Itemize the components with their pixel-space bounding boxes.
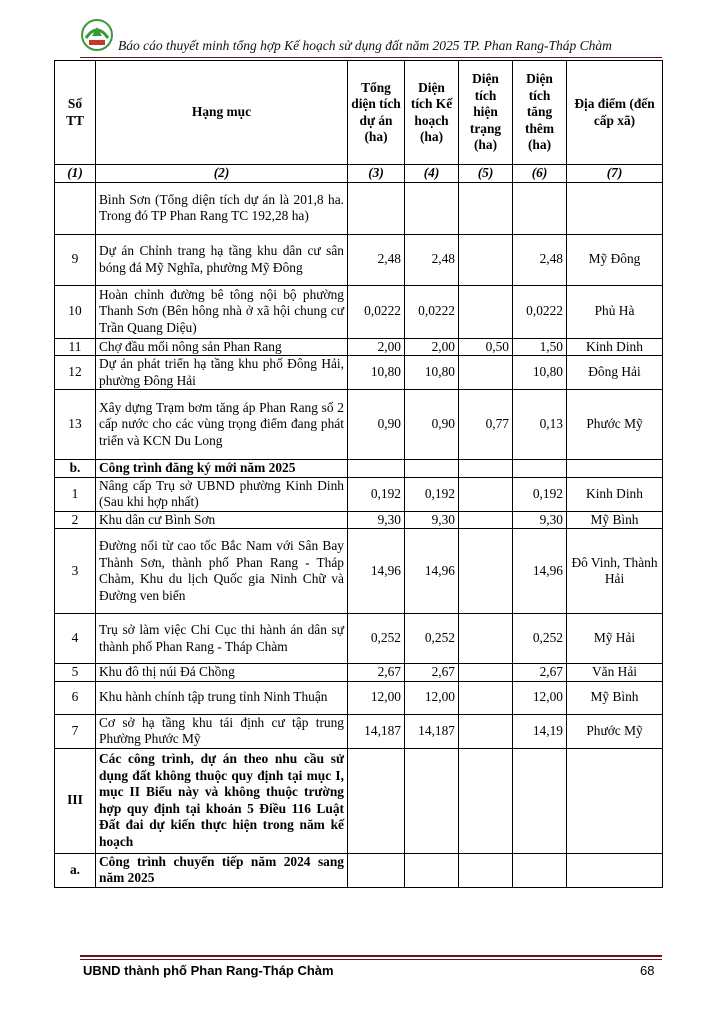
row-hang-muc: Dự án phát triển hạ tầng khu phố Đông Hải, phường Đông Hải xyxy=(96,356,348,390)
row-dien-tich-tang-them xyxy=(513,748,567,853)
footer-rule xyxy=(80,955,662,957)
row-dia-diem: Kinh Dinh xyxy=(567,338,663,356)
table-row xyxy=(55,234,663,285)
header-tong-dien-tich: Tổng diện tích dự án (ha) xyxy=(348,61,405,165)
row-hang-muc: Khu đô thị núi Đá Chồng xyxy=(96,664,348,682)
row-dia-diem: Đô Vinh, Thành Hải xyxy=(567,529,663,614)
row-stt: 11 xyxy=(55,338,96,356)
col-number: (2) xyxy=(96,165,348,183)
row-dia-diem: Phủ Hà xyxy=(567,285,663,338)
header-hang-muc: Hạng mục xyxy=(96,61,348,165)
header-rule xyxy=(80,57,662,58)
table-header-row xyxy=(55,61,663,165)
row-dien-tich-ke-hoach: 12,00 xyxy=(405,681,459,714)
row-dien-tich-tang-them: 9,30 xyxy=(513,511,567,529)
table-row xyxy=(55,338,663,356)
row-dien-tich-hien-trang xyxy=(459,529,513,614)
row-hang-muc: Chợ đầu mối nông sản Phan Rang xyxy=(96,338,348,356)
column-number-row xyxy=(55,165,663,183)
row-dien-tich-tang-them: 14,19 xyxy=(513,714,567,748)
footer-rule-thin xyxy=(80,959,662,960)
table-row xyxy=(55,681,663,714)
row-dien-tich-ke-hoach xyxy=(405,853,459,887)
row-dien-tich-ke-hoach: 0,90 xyxy=(405,390,459,460)
row-dien-tich-ke-hoach: 2,00 xyxy=(405,338,459,356)
row-dien-tich-ke-hoach: 14,96 xyxy=(405,529,459,614)
header-dia-diem: Địa điểm (đến cấp xã) xyxy=(567,61,663,165)
row-hang-muc: Các công trình, dự án theo nhu cầu sử dụng đất không thuộc quy định tại mục I, mục II Biểu này và không thuộc trường hợp quy định tại khoản 5 Điều 116 Luật Đất đai dự kiến thực hiện trong năm kế hoạch xyxy=(96,748,348,853)
row-hang-muc: Bình Sơn (Tổng diện tích dự án là 201,8 ha. Trong đó TP Phan Rang TC 192,28 ha) xyxy=(96,182,348,234)
row-dien-tich-ke-hoach: 2,48 xyxy=(405,234,459,285)
col-number: (6) xyxy=(513,165,567,183)
row-stt: 9 xyxy=(55,234,96,285)
row-hang-muc: Công trình chuyển tiếp năm 2024 sang năm 2025 xyxy=(96,853,348,887)
row-dien-tich-hien-trang xyxy=(459,511,513,529)
row-tong-dien-tich: 0,0222 xyxy=(348,285,405,338)
table-row xyxy=(55,529,663,614)
row-tong-dien-tich: 14,96 xyxy=(348,529,405,614)
row-tong-dien-tich: 0,90 xyxy=(348,390,405,460)
row-dien-tich-hien-trang xyxy=(459,285,513,338)
table-row xyxy=(55,285,663,338)
col-number: (3) xyxy=(348,165,405,183)
header-dien-tich-ke-hoach: Diện tích Kế hoạch (ha) xyxy=(405,61,459,165)
col-number: (4) xyxy=(405,165,459,183)
row-dien-tich-ke-hoach: 0,192 xyxy=(405,477,459,511)
row-dia-diem xyxy=(567,853,663,887)
row-dien-tich-tang-them: 2,48 xyxy=(513,234,567,285)
table-row xyxy=(55,460,663,478)
row-tong-dien-tich: 10,80 xyxy=(348,356,405,390)
row-hang-muc: Khu hành chính tập trung tỉnh Ninh Thuận xyxy=(96,681,348,714)
row-dia-diem: Văn Hải xyxy=(567,664,663,682)
row-dien-tich-ke-hoach: 9,30 xyxy=(405,511,459,529)
row-dien-tich-tang-them: 0,13 xyxy=(513,390,567,460)
table-row xyxy=(55,390,663,460)
row-dia-diem: Đông Hải xyxy=(567,356,663,390)
row-dien-tich-tang-them: 1,50 xyxy=(513,338,567,356)
row-dien-tich-hien-trang xyxy=(459,664,513,682)
row-stt: 2 xyxy=(55,511,96,529)
row-stt: 7 xyxy=(55,714,96,748)
header-dien-tich-hien-trang: Diện tích hiện trạng (ha) xyxy=(459,61,513,165)
row-dien-tich-tang-them: 14,96 xyxy=(513,529,567,614)
row-dien-tich-ke-hoach: 0,0222 xyxy=(405,285,459,338)
row-dien-tich-hien-trang xyxy=(459,477,513,511)
table-row xyxy=(55,356,663,390)
row-hang-muc: Cơ sở hạ tầng khu tái định cư tập trung Phường Phước Mỹ xyxy=(96,714,348,748)
row-dien-tich-hien-trang xyxy=(459,853,513,887)
row-dien-tich-hien-trang xyxy=(459,234,513,285)
row-dia-diem: Mỹ Đông xyxy=(567,234,663,285)
row-stt: 13 xyxy=(55,390,96,460)
row-hang-muc: Đường nối từ cao tốc Bắc Nam với Sân Bay Thành Sơn, thành phố Phan Rang - Tháp Chàm, Khu du lịch Quốc gia Ninh Chữ và Đường ven biển xyxy=(96,529,348,614)
row-dien-tich-tang-them: 0,0222 xyxy=(513,285,567,338)
row-stt: 5 xyxy=(55,664,96,682)
row-tong-dien-tich: 0,192 xyxy=(348,477,405,511)
row-dien-tich-tang-them: 2,67 xyxy=(513,664,567,682)
row-tong-dien-tich: 12,00 xyxy=(348,681,405,714)
row-dien-tich-ke-hoach xyxy=(405,460,459,478)
row-dien-tich-ke-hoach: 14,187 xyxy=(405,714,459,748)
row-stt: 1 xyxy=(55,477,96,511)
row-tong-dien-tich xyxy=(348,182,405,234)
row-stt: III xyxy=(55,748,96,853)
page-number: 68 xyxy=(640,963,655,978)
row-dien-tich-ke-hoach: 10,80 xyxy=(405,356,459,390)
row-dia-diem xyxy=(567,748,663,853)
row-dien-tich-tang-them: 12,00 xyxy=(513,681,567,714)
table-row xyxy=(55,511,663,529)
row-dien-tich-hien-trang: 0,50 xyxy=(459,338,513,356)
row-dia-diem: Mỹ Bình xyxy=(567,511,663,529)
table-row xyxy=(55,853,663,887)
row-dien-tich-hien-trang xyxy=(459,714,513,748)
row-stt: b. xyxy=(55,460,96,478)
row-dien-tich-tang-them: 10,80 xyxy=(513,356,567,390)
row-hang-muc: Hoàn chỉnh đường bê tông nội bộ phường Thanh Sơn (Bên hông nhà ở xã hội chung cư Trần Quang Diệu) xyxy=(96,285,348,338)
row-stt xyxy=(55,182,96,234)
row-dien-tich-tang-them: 0,252 xyxy=(513,614,567,664)
table-row xyxy=(55,748,663,853)
row-tong-dien-tich: 2,67 xyxy=(348,664,405,682)
row-dia-diem: Phước Mỹ xyxy=(567,714,663,748)
row-tong-dien-tich xyxy=(348,460,405,478)
table-row xyxy=(55,664,663,682)
row-hang-muc: Dự án Chỉnh trang hạ tầng khu dân cư sân bóng đá Mỹ Nghĩa, phường Mỹ Đông xyxy=(96,234,348,285)
header-stt: Số TT xyxy=(55,61,96,165)
table-row xyxy=(55,614,663,664)
footer-organization: UBND thành phố Phan Rang-Tháp Chàm xyxy=(83,963,334,978)
table-row xyxy=(55,477,663,511)
row-dien-tich-ke-hoach xyxy=(405,748,459,853)
land-use-table xyxy=(54,60,663,888)
table-row xyxy=(55,714,663,748)
row-dien-tich-tang-them xyxy=(513,460,567,478)
logo-icon xyxy=(80,18,114,52)
row-dien-tich-tang-them: 0,192 xyxy=(513,477,567,511)
row-tong-dien-tich: 9,30 xyxy=(348,511,405,529)
col-number: (7) xyxy=(567,165,663,183)
row-stt: 6 xyxy=(55,681,96,714)
row-dien-tich-hien-trang xyxy=(459,748,513,853)
row-dien-tich-hien-trang xyxy=(459,182,513,234)
row-dien-tich-hien-trang xyxy=(459,460,513,478)
row-dien-tich-hien-trang xyxy=(459,356,513,390)
table-row xyxy=(55,182,663,234)
row-hang-muc: Nâng cấp Trụ sở UBND phường Kinh Dinh (Sau khi hợp nhất) xyxy=(96,477,348,511)
col-number: (1) xyxy=(55,165,96,183)
header-dien-tich-tang-them: Diện tích tăng thêm (ha) xyxy=(513,61,567,165)
row-dien-tich-ke-hoach: 0,252 xyxy=(405,614,459,664)
row-tong-dien-tich: 14,187 xyxy=(348,714,405,748)
row-tong-dien-tich: 0,252 xyxy=(348,614,405,664)
row-tong-dien-tich xyxy=(348,748,405,853)
row-stt: 3 xyxy=(55,529,96,614)
row-hang-muc: Xây dựng Trạm bơm tăng áp Phan Rang số 2 cấp nước cho các vùng trọng điểm đang phát triển và KCN Du Long xyxy=(96,390,348,460)
row-dien-tich-tang-them xyxy=(513,853,567,887)
header-title: Báo cáo thuyết minh tổng hợp Kế hoạch sử dụng đất năm 2025 TP. Phan Rang-Tháp Chàm xyxy=(118,38,612,53)
row-stt: 12 xyxy=(55,356,96,390)
row-dia-diem: Mỹ Hải xyxy=(567,614,663,664)
row-dia-diem xyxy=(567,182,663,234)
row-tong-dien-tich: 2,48 xyxy=(348,234,405,285)
row-dien-tich-ke-hoach: 2,67 xyxy=(405,664,459,682)
row-dia-diem: Phước Mỹ xyxy=(567,390,663,460)
row-tong-dien-tich: 2,00 xyxy=(348,338,405,356)
row-stt: a. xyxy=(55,853,96,887)
row-dien-tich-tang-them xyxy=(513,182,567,234)
table-body xyxy=(55,182,663,887)
row-stt: 4 xyxy=(55,614,96,664)
row-tong-dien-tich xyxy=(348,853,405,887)
row-stt: 10 xyxy=(55,285,96,338)
row-dien-tich-hien-trang: 0,77 xyxy=(459,390,513,460)
row-dia-diem xyxy=(567,460,663,478)
row-dien-tich-hien-trang xyxy=(459,681,513,714)
row-hang-muc: Công trình đăng ký mới năm 2025 xyxy=(96,460,348,478)
row-dien-tich-ke-hoach xyxy=(405,182,459,234)
row-hang-muc: Khu dân cư Bình Sơn xyxy=(96,511,348,529)
row-dia-diem: Mỹ Bình xyxy=(567,681,663,714)
col-number: (5) xyxy=(459,165,513,183)
row-dia-diem: Kinh Dinh xyxy=(567,477,663,511)
row-hang-muc: Trụ sở làm việc Chi Cục thi hành án dân sự thành phố Phan Rang - Tháp Chàm xyxy=(96,614,348,664)
row-dien-tich-hien-trang xyxy=(459,614,513,664)
